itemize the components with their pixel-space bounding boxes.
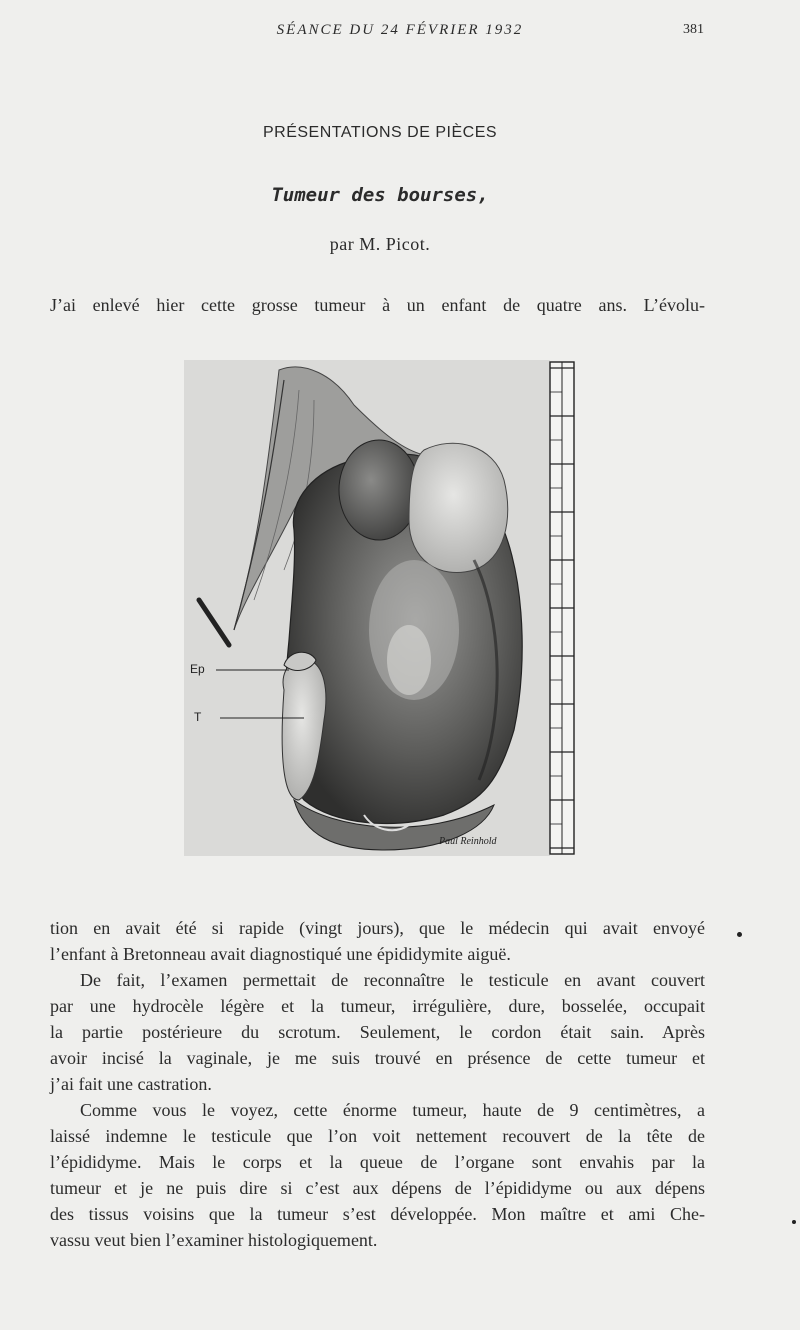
article-title: Tumeur des bourses,: [271, 184, 489, 206]
running-head: SÉANCE DU 24 FÉVRIER 1932: [276, 22, 524, 38]
upper-lobe: [339, 440, 419, 540]
specimen-figure: [184, 360, 580, 858]
author-line: par M. Picot.: [329, 234, 431, 254]
p3-line-3: l’épididyme. Mais le corps et la queue de l’organe sont envahis par la: [50, 1152, 705, 1172]
p2-line-4: avoir incisé la vaginale, je me suis trouvé en présence de cette tumeur et: [50, 1048, 705, 1068]
intro-line: J’ai enlevé hier cette grosse tumeur à un enfant de quatre ans. L’évolu-: [50, 295, 705, 315]
figure-signature: Paul Reinhold: [439, 836, 497, 847]
p1-line-1: tion en avait été si rapide (vingt jours), que le médecin qui avait envoyé: [50, 918, 705, 938]
p1-line-2: l’enfant à Bretonneau avait diagnostiqué une épididymite aiguë.: [50, 944, 511, 964]
margin-mark: [792, 1220, 796, 1224]
light-nodule: [409, 443, 508, 572]
p3-line-5: des tissus voisins que la tumeur s’est développée. Mon maître et ami Che-: [50, 1204, 705, 1224]
page-number: 381: [683, 22, 704, 37]
p2-line-1: De fait, l’examen permettait de reconnaître le testicule en avant couvert: [80, 970, 705, 990]
p2-line-3: la partie postérieure du scrotum. Seulement, le cordon était sain. Après: [50, 1022, 705, 1042]
p3-line-1: Comme vous le voyez, cette énorme tumeur, haute de 9 centimètres, a: [80, 1100, 705, 1120]
section-title: PRÉSENTATIONS DE PIÈCES: [262, 124, 498, 141]
p2-line-2: par une hydrocèle légère et la tumeur, irrégulière, dure, bosselée, occupait: [50, 996, 705, 1016]
p3-line-6: vassu veut bien l’examiner histologiquement.: [50, 1230, 378, 1250]
p3-line-4: tumeur et je ne puis dire si c’est aux dépens de l’épididyme ou aux dépens: [50, 1178, 705, 1198]
specimen-illustration: [184, 360, 580, 858]
p3-line-2: laissé indemne le testicule que l’on voit nettement recouvert de la tête de: [50, 1126, 705, 1146]
p2-line-5: j’ai fait une castration.: [50, 1074, 212, 1094]
label-t: T: [194, 710, 202, 724]
margin-mark: [737, 932, 742, 937]
label-ep: Ep: [190, 662, 205, 676]
